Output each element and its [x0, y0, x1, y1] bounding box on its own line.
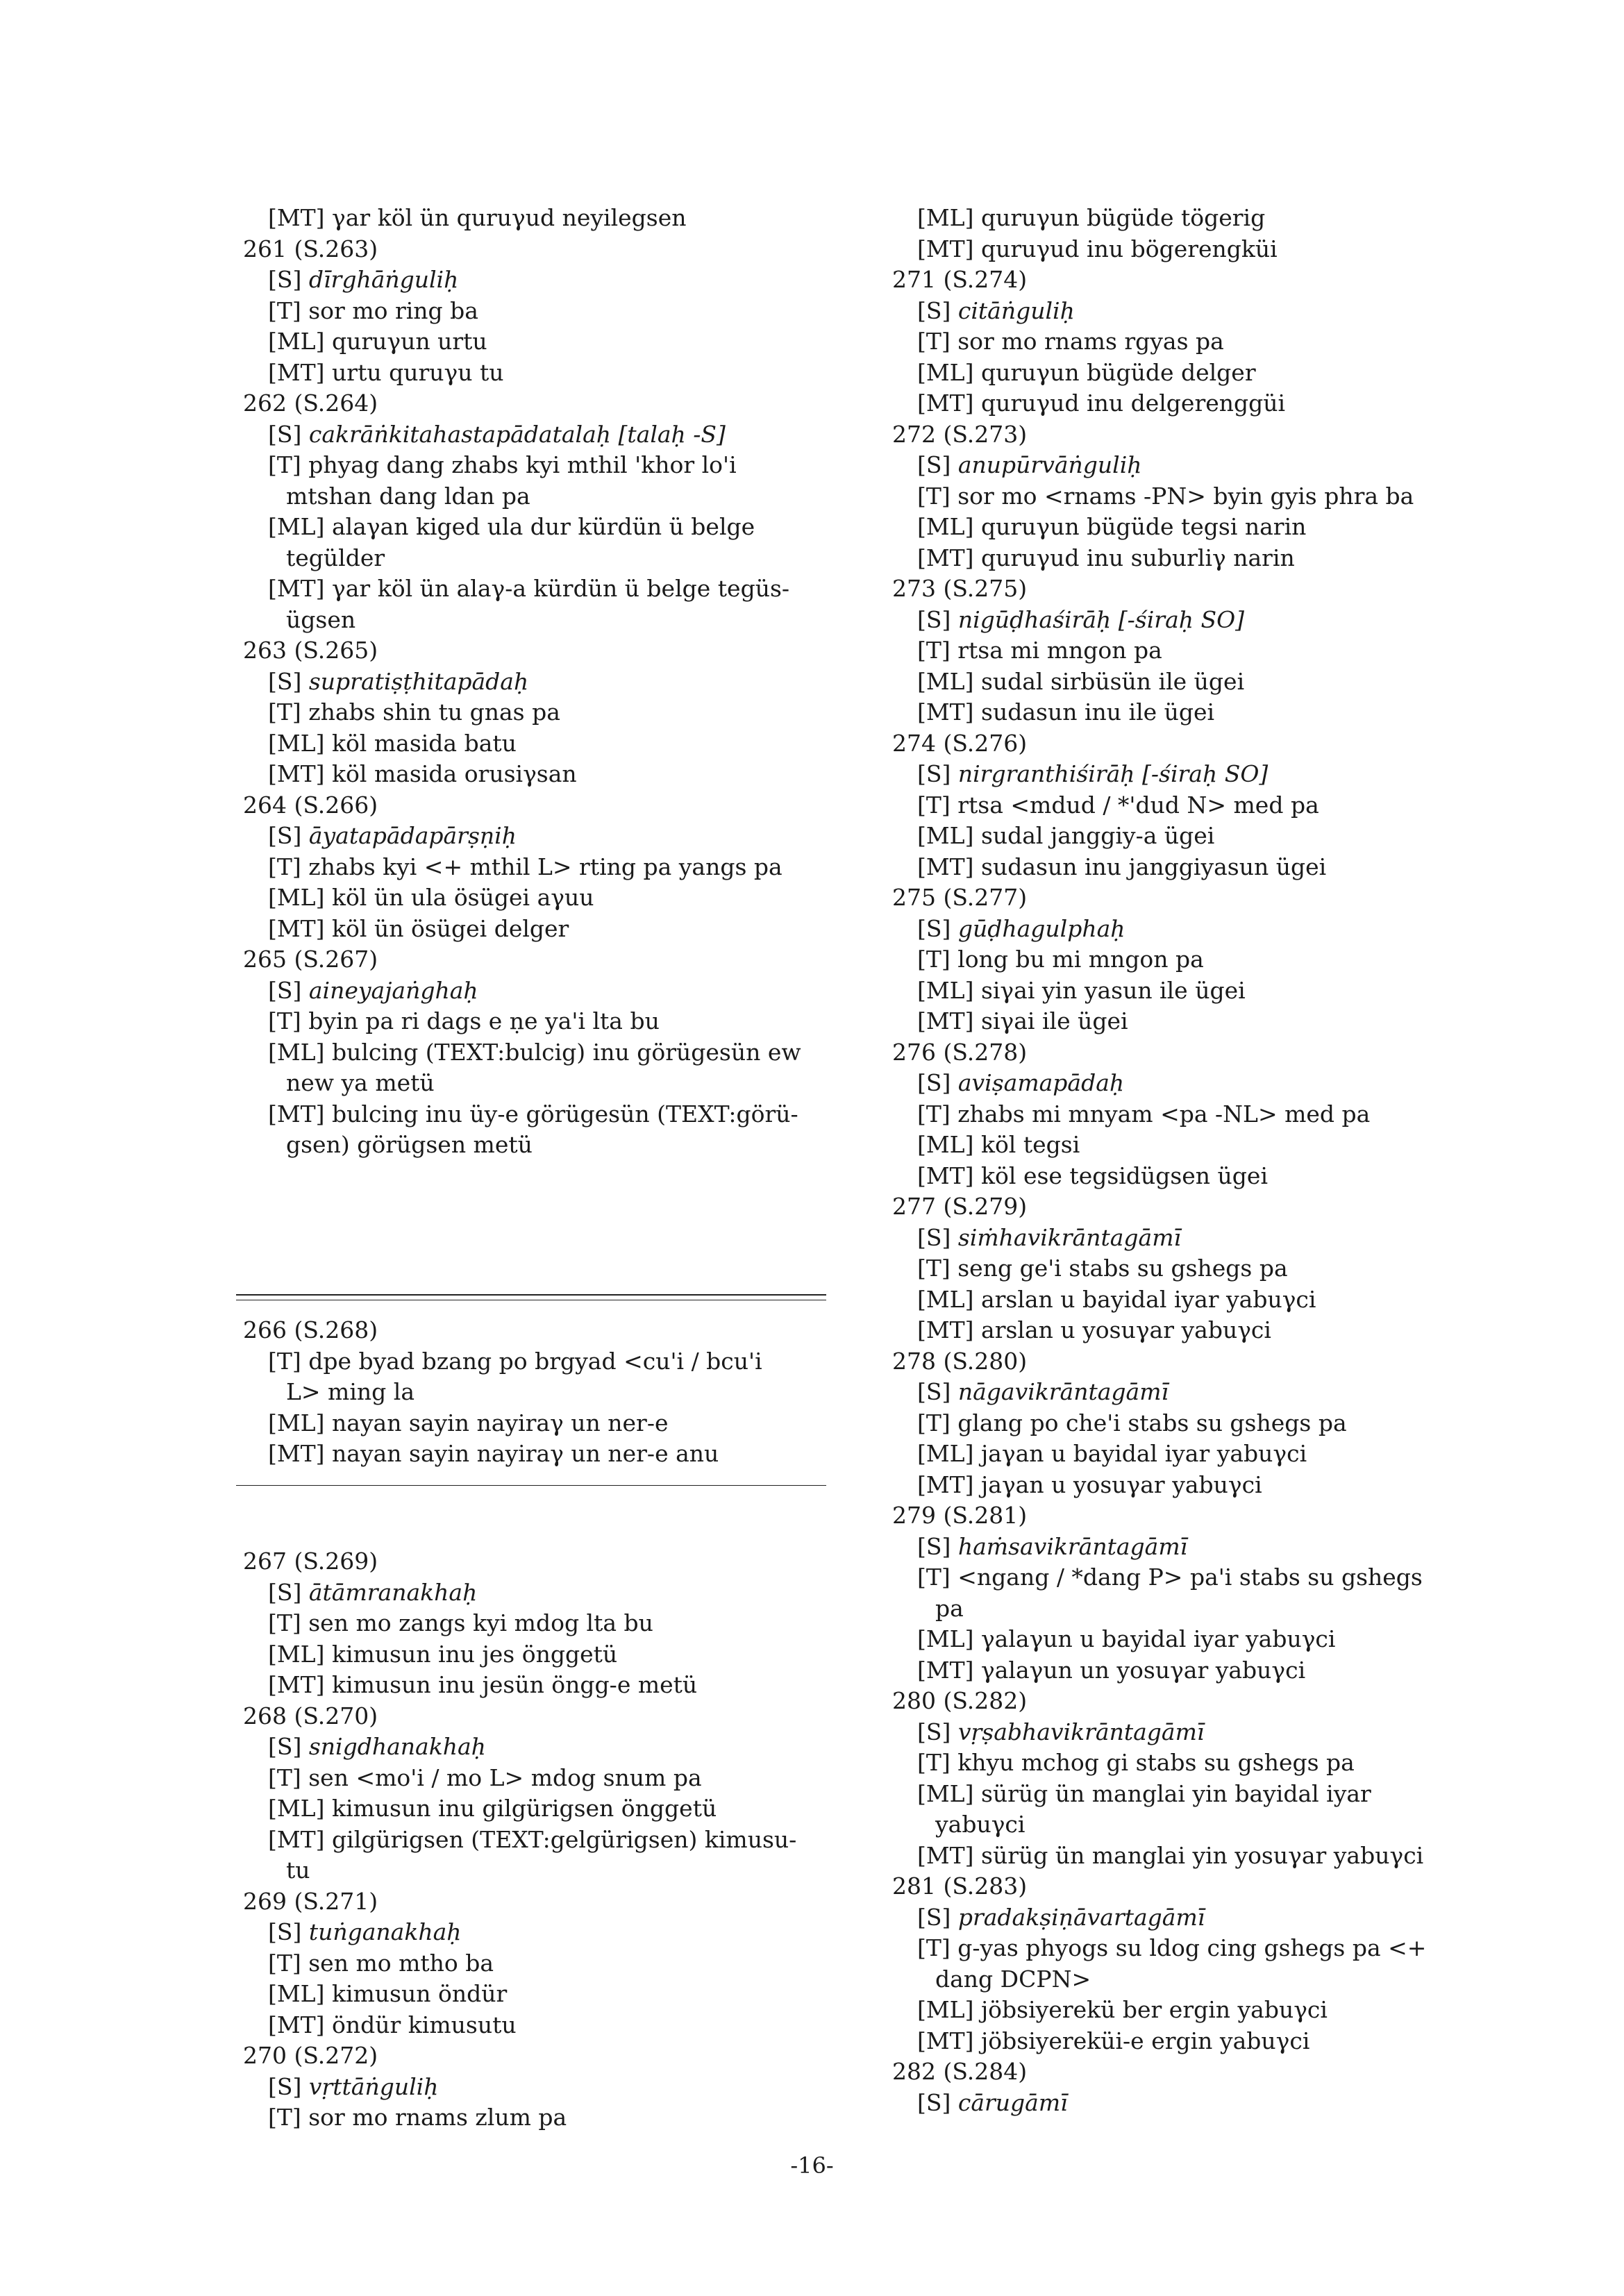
entry-line: [S] nirgranthiśirāḥ [-śiraḥ SO] — [917, 760, 1269, 787]
entry-line: [ML] köl masida batu — [268, 729, 517, 757]
entry-line: [MT] γalaγun un yosuγar yabuγci — [917, 1656, 1306, 1684]
entry-line: [ML] jöbsiyerekü ber ergin yabuγci — [917, 1996, 1328, 2023]
entry-line: [ML] kimusun inu jes önggetü — [268, 1640, 618, 1668]
entry-line: [ML] sudal janggiy-a ügei — [917, 822, 1215, 849]
entry-line: [MT] jaγan u yosuγar yabuγci — [917, 1470, 1262, 1498]
entry-line: [MT] gilgürigsen (TEXT:gelgürigsen) kimusu- — [268, 1825, 797, 1853]
entry-number: 276 (S.278) — [892, 1038, 1028, 1066]
entry-line: [ML] köl tegsi — [917, 1131, 1080, 1158]
entry-line: [ML] jaγan u bayidal iyar yabuγci — [917, 1440, 1307, 1467]
entry-line: [MT] quruγud inu bögerengküi — [917, 235, 1278, 262]
entry-line: [MT] quruγud inu suburliγ narin — [917, 544, 1295, 571]
entry-line: [MT] sürüg ün manglai yin yosuγar yabuγci — [917, 1841, 1424, 1869]
entry-number: 264 (S.266) — [243, 791, 378, 819]
entry-line: [T] sor mo <rnams -PN> byin gyis phra ba — [917, 482, 1414, 510]
entry-line: [S] vṛṣabhavikrāntagāmī — [917, 1718, 1205, 1745]
entry-line: [MT] urtu quruγu tu — [268, 358, 504, 386]
entry-line: L> ming la — [286, 1378, 415, 1405]
right-column — [871, 203, 1496, 2118]
entry-line: mtshan dang ldan pa — [286, 482, 530, 510]
entry-line: [S] ātāmranakhaḥ — [268, 1578, 478, 1606]
entry-number: 262 (S.264) — [243, 389, 378, 417]
entry-number: 266 (S.268) — [243, 1316, 378, 1343]
entry-number: 268 (S.270) — [243, 1702, 378, 1729]
entry-line: [T] rtsa <mdud / *'dud N> med pa — [917, 791, 1319, 819]
entry-line: dang DCPN> — [935, 1965, 1091, 1993]
entry-line: pa — [935, 1594, 964, 1622]
entry-line: [ML] quruγun urtu — [268, 328, 487, 355]
entry-line: [ML] quruγun bügüde tögerig — [917, 204, 1266, 231]
entry-line: [S] nigūḍhaśirāḥ [-śiraḥ SO] — [917, 605, 1245, 633]
entry-line: [ML] bulcing (TEXT:bulcig) inu görügesün ew — [268, 1038, 801, 1066]
entry-line: [ML] γalaγun u bayidal iyar yabuγci — [917, 1625, 1336, 1652]
entry-line: [T] zhabs kyi <+ mthil L> rting pa yangs pa — [268, 853, 782, 880]
entry-line: [S] cakrāṅkitahastapādatalaḥ [talaḥ -S] — [268, 420, 726, 448]
entry-number: 280 (S.282) — [892, 1687, 1028, 1714]
entry-line: [T] long bu mi mngon pa — [917, 946, 1204, 973]
entry-number: 267 (S.269) — [243, 1548, 378, 1575]
entry-line: yabuγci — [935, 1811, 1026, 1838]
entry-number: 265 (S.267) — [243, 946, 378, 973]
entry-line: [MT] kimusun inu jesün öngg-e metü — [268, 1671, 698, 1698]
entry-line: [S] supratiṣṭhitapādaḥ — [268, 667, 529, 695]
entry-line: [MT] γar köl ün quruγud neyilegsen — [268, 204, 687, 231]
entry-line: tegülder — [286, 544, 385, 571]
entry-line: [ML] alaγan kiged ula dur kürdün ü belge — [268, 513, 755, 540]
entry-line: [MT] arslan u yosuγar yabuγci — [917, 1316, 1271, 1343]
entry-line: [ML] sudal sirbüsün ile ügei — [917, 667, 1245, 695]
entry-line: [T] seng ge'i stabs su gshegs pa — [917, 1255, 1288, 1282]
entry-number: 272 (S.273) — [892, 420, 1028, 448]
entry-line: [T] sor mo rnams rgyas pa — [917, 328, 1224, 355]
entry-line: [T] sor mo rnams zlum pa — [268, 2104, 567, 2131]
entry-line: [ML] quruγun bügüde tegsi narin — [917, 513, 1307, 540]
entry-line: [MT] quruγud inu delgerenggüi — [917, 389, 1286, 417]
section-divider — [222, 1470, 847, 1516]
entry-line: [ML] arslan u bayidal iyar yabuγci — [917, 1285, 1316, 1313]
entry-number: 279 (S.281) — [892, 1502, 1028, 1529]
entry-line: [T] g-yas phyogs su ldog cing gshegs pa <+ — [917, 1934, 1427, 1961]
entry-line: [S] nāgavikrāntagāmī — [917, 1378, 1169, 1405]
entry-line: tu — [286, 1857, 310, 1884]
entry-line: [T] zhabs mi mnyam <pa -NL> med pa — [917, 1100, 1371, 1128]
entry-line: [MT] sudasun inu ile ügei — [917, 698, 1215, 726]
entry-line: [MT] köl masida orusiγsan — [268, 760, 577, 787]
entry-line: [MT] jöbsiyereküi-e ergin yabuγci — [917, 2027, 1310, 2054]
entry-line: [MT] γar köl ün alaγ-a kürdün ü belge tegüs- — [268, 575, 790, 602]
entry-line: [T] sen mo mtho ba — [268, 1949, 494, 1977]
entry-line: [ML] quruγun bügüde delger — [917, 358, 1256, 386]
entry-line: [S] gūḍhagulphaḥ — [917, 914, 1125, 942]
entry-line: [S] anupūrvāṅguliḥ — [917, 451, 1142, 478]
entry-number: 281 (S.283) — [892, 1872, 1028, 1900]
entry-line: [T] sen mo zangs kyi mdog lta bu — [268, 1609, 653, 1636]
entry-line: [T] byin pa ri dags e ṇe ya'i lta bu — [268, 1007, 660, 1034]
entry-number: 275 (S.277) — [892, 884, 1028, 911]
left-column — [222, 203, 847, 2134]
entry-line: gsen) görügsen metü — [286, 1131, 533, 1158]
entry-line: new ya metü — [286, 1069, 435, 1096]
entry-line: [S] cārugāmī — [917, 2088, 1068, 2116]
entry-line: [S] dīrghāṅguliḥ — [268, 266, 459, 293]
entry-number: 261 (S.263) — [243, 235, 378, 262]
entry-line: [S] vṛttāṅguliḥ — [268, 2072, 439, 2100]
entry-number: 269 (S.271) — [243, 1887, 378, 1915]
entry-line: [T] <ngang / *dang P> pa'i stabs su gshegs — [917, 1564, 1423, 1591]
section-divider — [222, 1284, 847, 1316]
entry-line: [ML] kimusun öndür — [268, 1980, 508, 2007]
entry-line: [MT] köl ün ösügei delger — [268, 914, 569, 942]
entry-line: [S] haṁsavikrāntagāmī — [917, 1532, 1188, 1560]
entry-line: [S] snigdhanakhaḥ — [268, 1733, 486, 1760]
entry-line: [S] aviṣamapādaḥ — [917, 1069, 1125, 1096]
entry-line: [S] tuṅganakhaḥ — [268, 1918, 462, 1945]
entry-line: [MT] sudasun inu janggiyasun ügei — [917, 853, 1327, 880]
entry-line: [MT] nayan sayin nayiraγ un ner-e anu — [268, 1440, 719, 1467]
entry-line: [S] āyatapādapārṣṇiḥ — [268, 822, 517, 849]
entry-line: [T] phyag dang zhabs kyi mthil 'khor lo'i — [268, 451, 737, 478]
entry-line: [T] dpe byad bzang po brgyad <cu'i / bcu'i — [268, 1347, 762, 1375]
entry-line: [T] zhabs shin tu gnas pa — [268, 698, 560, 726]
entry-line: [T] khyu mchog gi stabs su gshegs pa — [917, 1749, 1355, 1776]
entry-line: [MT] köl ese tegsidügsen ügei — [917, 1162, 1269, 1189]
entry-line: [T] rtsa mi mngon pa — [917, 637, 1162, 664]
entry-line: [S] aineyajaṅghaḥ — [268, 976, 478, 1004]
entry-number: 273 (S.275) — [892, 575, 1028, 602]
entry-line: [MT] siγai ile ügei — [917, 1007, 1128, 1034]
entry-number: 271 (S.274) — [892, 266, 1028, 293]
entry-number: 282 (S.284) — [892, 2058, 1028, 2085]
entry-number: 277 (S.279) — [892, 1193, 1028, 1220]
spacer — [222, 1516, 847, 1547]
entry-line: ügsen — [286, 605, 356, 633]
entry-line: [ML] sürüg ün manglai yin bayidal iyar — [917, 1779, 1371, 1807]
entry-line: [S] siṁhavikrāntagāmī — [917, 1223, 1182, 1251]
page-number: -16- — [790, 2152, 834, 2179]
entry-number: 270 (S.272) — [243, 2042, 378, 2069]
entry-line: [S] pradakṣiṇāvartagāmī — [917, 1903, 1205, 1931]
entry-line: [T] sor mo ring ba — [268, 296, 478, 324]
entry-line: [ML] siγai yin yasun ile ügei — [917, 976, 1246, 1004]
entry-number: 274 (S.276) — [892, 729, 1028, 757]
entry-line: [MT] öndür kimusutu — [268, 2011, 517, 2038]
entry-line: [ML] kimusun inu gilgürigsen önggetü — [268, 1795, 717, 1822]
entry-line: [ML] nayan sayin nayiraγ un ner-e — [268, 1409, 669, 1436]
entry-line: [T] glang po che'i stabs su gshegs pa — [917, 1409, 1347, 1436]
entry-line: [T] sen <mo'i / mo L> mdog snum pa — [268, 1763, 702, 1791]
entry-line: [MT] bulcing inu üy-e görügesün (TEXT:görü- — [268, 1100, 798, 1128]
entry-number: 263 (S.265) — [243, 637, 378, 664]
entry-line: [ML] köl ün ula ösügei aγuu — [268, 884, 594, 911]
entry-line: [S] citāṅguliḥ — [917, 296, 1075, 324]
spacer — [222, 1161, 847, 1284]
entry-number: 278 (S.280) — [892, 1347, 1028, 1375]
